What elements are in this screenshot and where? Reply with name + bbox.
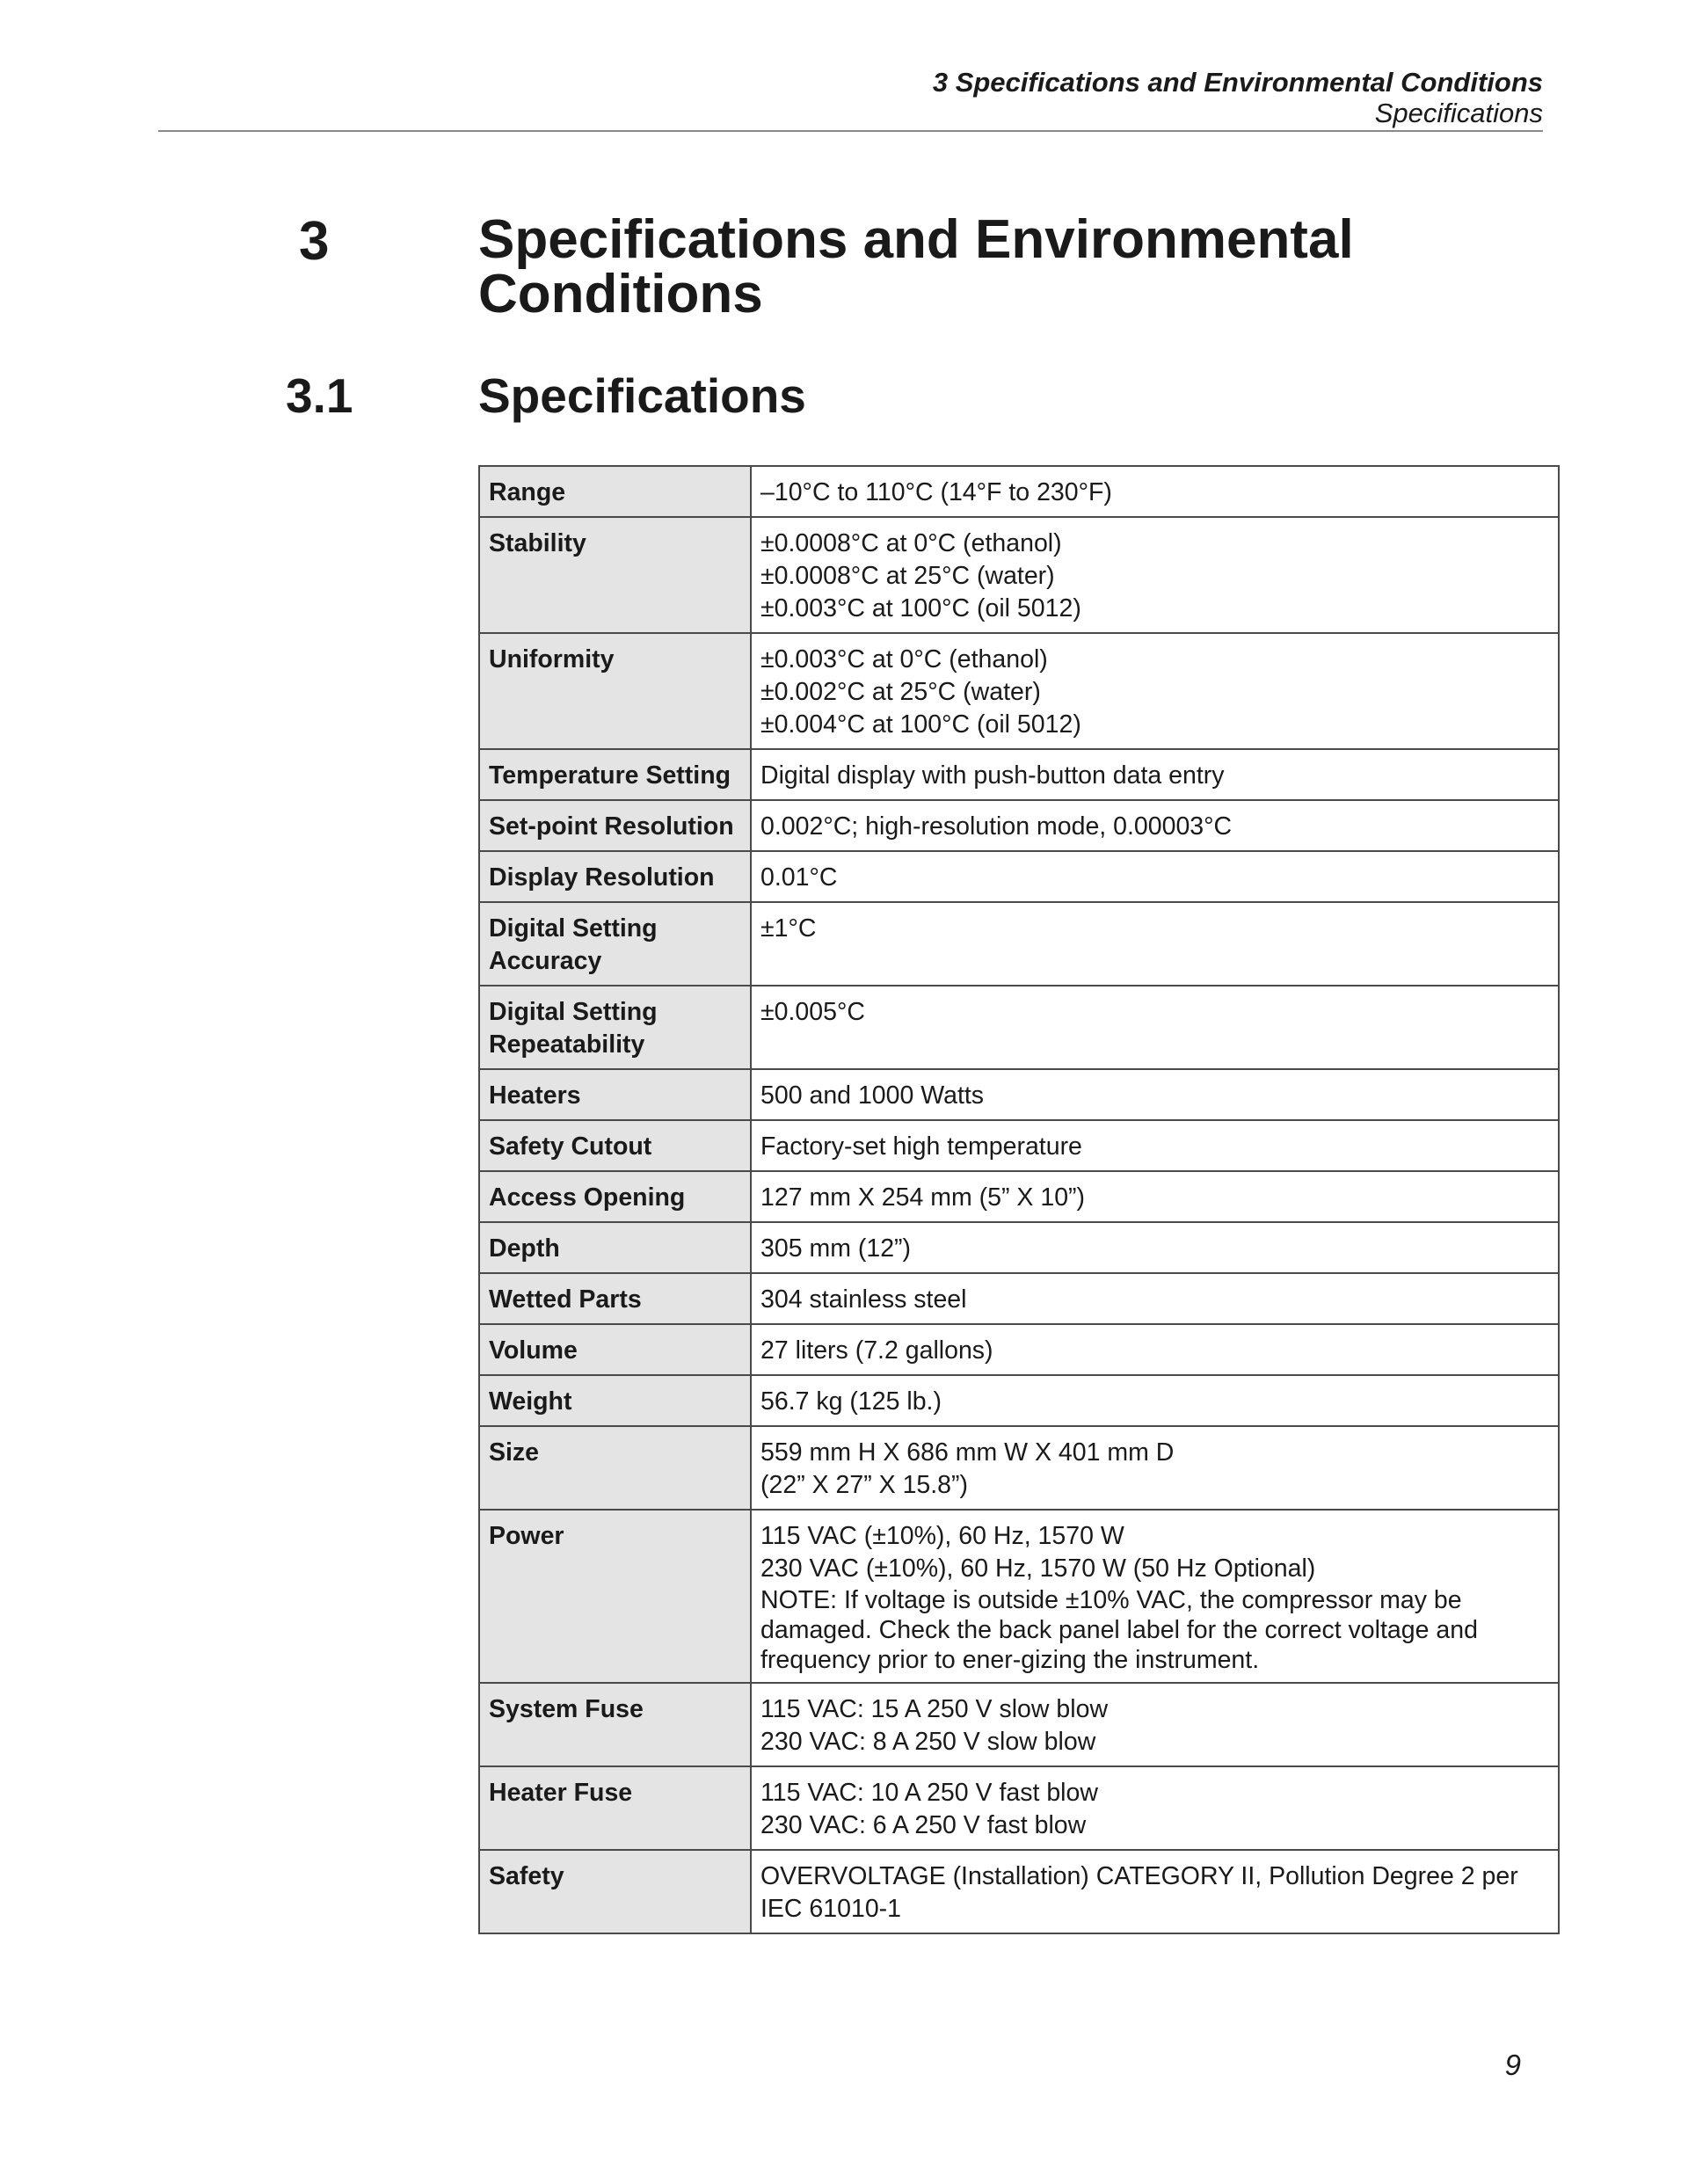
spec-value xyxy=(751,1273,1559,1324)
spec-value xyxy=(751,1222,1559,1273)
spec-value xyxy=(751,1375,1559,1426)
spec-value xyxy=(751,1766,1559,1850)
spec-label: Wetted Parts xyxy=(479,1273,751,1324)
table-row xyxy=(479,902,1559,986)
spec-value xyxy=(751,1426,1559,1510)
spec-label: Heater Fuse xyxy=(479,1766,751,1850)
section-number: 3.1 xyxy=(286,368,353,423)
spec-value xyxy=(751,1850,1559,1933)
spec-value-line: 127 mm X 254 mm (5” X 10”) xyxy=(760,1183,1086,1212)
spec-label: Safety xyxy=(479,1850,751,1933)
spec-value-line: ±0.004°C at 100°C (oil 5012) xyxy=(760,710,1081,739)
spec-label: Size xyxy=(479,1426,751,1510)
chapter-title: Specifications and Environmental Conditions xyxy=(478,209,1354,324)
spec-value-line: ±0.002°C at 25°C (water) xyxy=(760,678,1041,706)
spec-value xyxy=(751,800,1559,851)
table-row xyxy=(479,1850,1559,1933)
spec-value-line: 0.01°C xyxy=(760,863,838,892)
table-row xyxy=(479,1120,1559,1171)
page-number: 9 xyxy=(1504,2049,1521,2081)
spec-value xyxy=(751,1171,1559,1222)
spec-value xyxy=(751,517,1559,633)
table-row xyxy=(479,1683,1559,1766)
spec-value-line: –10°C to 110°C (14°F to 230°F) xyxy=(760,478,1112,506)
spec-label: Heaters xyxy=(479,1069,751,1120)
table-row xyxy=(479,517,1559,633)
spec-value xyxy=(751,851,1559,902)
spec-label: Digital Setting Repeatability xyxy=(479,986,751,1069)
spec-value xyxy=(751,1324,1559,1375)
table-row xyxy=(479,633,1559,749)
spec-value-line: 230 VAC (±10%), 60 Hz, 1570 W (50 Hz Optional) xyxy=(760,1554,1316,1583)
spec-value-line: 230 VAC: 8 A 250 V slow blow xyxy=(760,1728,1096,1756)
spec-value xyxy=(751,749,1559,800)
table-row xyxy=(479,1375,1559,1426)
spec-label: Weight xyxy=(479,1375,751,1426)
header-divider xyxy=(158,130,1543,132)
spec-value-line: ±0.0008°C at 0°C (ethanol) xyxy=(760,529,1062,557)
spec-note: NOTE: If voltage is outside ±10% VAC, the compressor may be damaged. Check the back panel label for the correct voltage and frequency prior to ener-gizing the instrument. xyxy=(760,1586,1478,1674)
spec-label: Digital Setting Accuracy xyxy=(479,902,751,986)
table-row xyxy=(479,1222,1559,1273)
spec-value-line: 115 VAC (±10%), 60 Hz, 1570 W xyxy=(760,1522,1124,1550)
running-header xyxy=(933,67,1543,128)
spec-label: Stability xyxy=(479,517,751,633)
spec-label: System Fuse xyxy=(479,1683,751,1766)
spec-value xyxy=(751,1510,1559,1683)
table-row xyxy=(479,1426,1559,1510)
table-row xyxy=(479,1069,1559,1120)
spec-value-line: 27 liters (7.2 gallons) xyxy=(760,1336,993,1365)
spec-value xyxy=(751,902,1559,986)
spec-label: Display Resolution xyxy=(479,851,751,902)
table-row xyxy=(479,1273,1559,1324)
table-row xyxy=(479,1510,1559,1683)
table-row xyxy=(479,986,1559,1069)
spec-value-line: 304 stainless steel xyxy=(760,1285,967,1314)
spec-label: Power xyxy=(479,1510,751,1683)
spec-value-line: Digital display with push-button data entry xyxy=(760,761,1225,790)
spec-value-line: ±0.005°C xyxy=(760,998,865,1026)
section-title: Specifications xyxy=(478,368,806,423)
spec-value-line: 115 VAC: 15 A 250 V slow blow xyxy=(760,1695,1109,1723)
table-row xyxy=(479,1324,1559,1375)
table-row xyxy=(479,1766,1559,1850)
spec-value-line: (22” X 27” X 15.8”) xyxy=(760,1471,969,1499)
table-row xyxy=(479,749,1559,800)
spec-value xyxy=(751,466,1559,517)
running-header-chapter: 3 Specifications and Environmental Conditions xyxy=(932,67,1543,98)
spec-value-line: 230 VAC: 6 A 250 V fast blow xyxy=(760,1811,1087,1839)
spec-value xyxy=(751,1120,1559,1171)
spec-value-line: 305 mm (12”) xyxy=(760,1234,912,1263)
running-header-section: Specifications xyxy=(1374,98,1543,128)
spec-label: Safety Cutout xyxy=(479,1120,751,1171)
spec-value-line: Factory-set high temperature xyxy=(760,1132,1082,1161)
spec-value xyxy=(751,1069,1559,1120)
spec-value-line: 0.002°C; high-resolution mode, 0.00003°C xyxy=(760,812,1233,841)
spec-label: Depth xyxy=(479,1222,751,1273)
spec-value-line: ±0.003°C at 0°C (ethanol) xyxy=(760,645,1048,673)
spec-label: Access Opening xyxy=(479,1171,751,1222)
spec-value xyxy=(751,633,1559,749)
specifications-table-body xyxy=(479,466,1559,1933)
spec-label: Range xyxy=(479,466,751,517)
spec-value-line: 115 VAC: 10 A 250 V fast blow xyxy=(760,1779,1098,1807)
spec-label: Uniformity xyxy=(479,633,751,749)
spec-value-line: 56.7 kg (125 lb.) xyxy=(760,1387,942,1416)
spec-value-line: ±1°C xyxy=(760,914,817,943)
spec-value-line: OVERVOLTAGE (Installation) CATEGORY II, Pollution Degree 2 per IEC 61010-1 xyxy=(760,1862,1518,1923)
table-row xyxy=(479,466,1559,517)
chapter-number: 3 xyxy=(299,211,330,272)
spec-value-line: 559 mm H X 686 mm W X 401 mm D xyxy=(760,1438,1175,1467)
spec-label: Temperature Setting xyxy=(479,749,751,800)
spec-label: Set-point Resolution xyxy=(479,800,751,851)
spec-value-line: ±0.003°C at 100°C (oil 5012) xyxy=(760,594,1081,622)
spec-label: Volume xyxy=(479,1324,751,1375)
spec-value-line: 500 and 1000 Watts xyxy=(760,1081,985,1110)
table-row xyxy=(479,851,1559,902)
spec-value xyxy=(751,986,1559,1069)
specifications-table xyxy=(478,465,1560,1934)
spec-value xyxy=(751,1683,1559,1766)
spec-value-line: ±0.0008°C at 25°C (water) xyxy=(760,562,1055,590)
table-row xyxy=(479,800,1559,851)
table-row xyxy=(479,1171,1559,1222)
